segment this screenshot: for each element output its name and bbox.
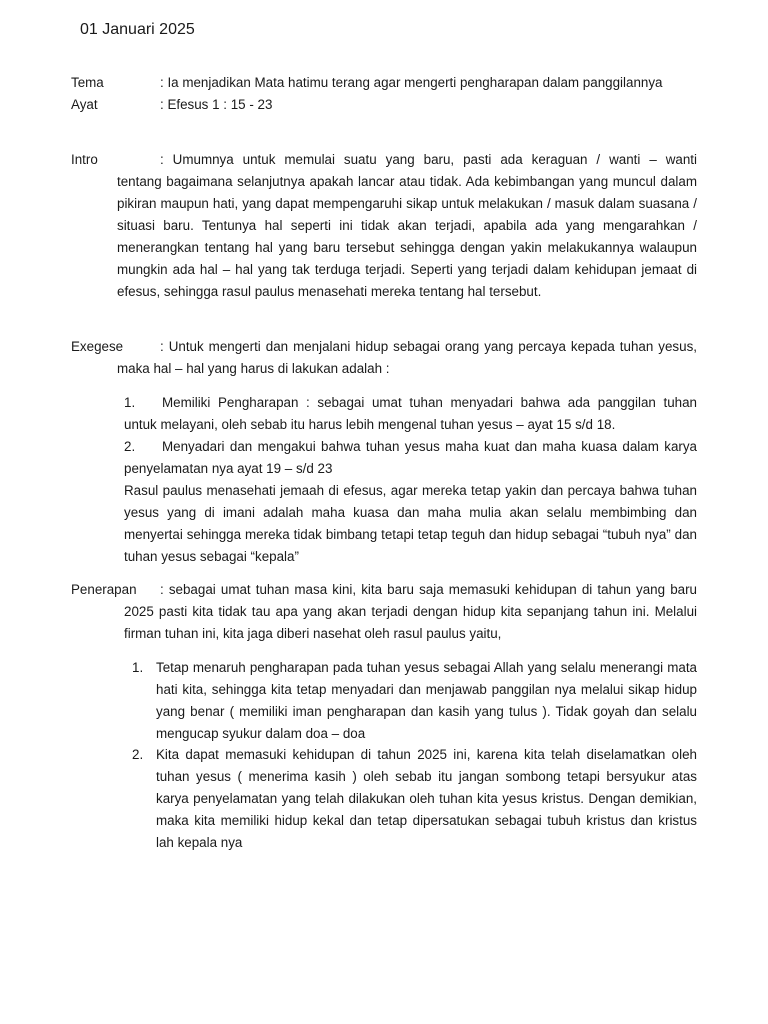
list-item-rest: untuk melayani, oleh sebab itu harus lebih mengenal tuhan yesus – ayat 15 s/d 18. [124,417,616,432]
exegese-intro-rest: maka hal – hal yang harus di lakukan adalah : [117,361,390,376]
list-item-number: 1. [124,395,136,410]
intro-paragraph: tentang bagaimana selanjutnya apakah lancar atau tidak. Ada kebimbangan yang muncul dalam pikiran maupun hati, yang dapat mempengaruhi sikap untuk melakukan / masuk dalam suasana / situasi baru. Tentunya hal seperti ini tidak akan terjadi, apabila ada yang mengarahkan / menerangkan tentang hal yang baru tersebut sehingga dengan yakin melakukannya walaupun mungkin ada hal – hal yang tak terduga terjadi. Seperti yang terjadi dalam kehidupan jemaat di efesus, sehingga rasul paulus menasehati mereka tentang hal tersebut. [117,174,697,299]
penerapan-first-line: : sebagai umat tuhan masa kini, kita baru saja memasuki kehidupan di tahun yang baru [160,582,697,597]
list-item-first-line: Menyadari dan mengakui bahwa tuhan yesus maha kuat dan maha kuasa dalam karya [162,439,697,454]
document-date: 01 Januari 2025 [80,21,195,38]
list-item-rest: penyelamatan nya ayat 19 – s/d 23 [124,461,333,476]
list-item-number: 2. [124,439,136,454]
penerapan-paragraph: 2025 pasti kita tidak tau apa yang akan terjadi dengan hidup kita sepanjang tahun ini. Melalui firman tuhan ini, kita jaga diberi nasehat oleh rasul paulus yaitu, [124,604,697,641]
exegese-label: Exegese [71,339,124,354]
list-item-number: 2. [132,747,144,762]
intro-label: Intro [71,152,98,167]
tema-value: : Ia menjadikan Mata hatimu terang agar mengerti pengharapan dalam panggilannya [160,75,663,90]
penerapan-label: Penerapan [71,582,137,597]
list-item: Tetap menaruh pengharapan pada tuhan yesus sebagai Allah yang selalu menerangi mata hati kita, sehingga kita tetap menyadari dan menjawab panggilan nya melalui sikap hidup yang benar ( memiliki iman pengharapan dan kasih yang tulus ). Tidak goyah dan selalu mengucap syukur dalam doa – doa [156,660,697,741]
list-item-first-line: Memiliki Pengharapan : sebagai umat tuhan menyadari bahwa ada panggilan tuhan [162,395,697,410]
list-item: Kita dapat memasuki kehidupan di tahun 2025 ini, karena kita telah diselamatkan oleh tuhan yesus ( menerima kasih ) oleh sebab itu jangan sombong tetapi bersyukur atas karya penyelamatan yang telah dilakukan oleh tuhan kita yesus kristus. Dengan demikian, maka kita memiliki hidup kekal dan tetap dipersatukan sebagai tubuh kristus dan kristus lah kepala nya [156,747,697,850]
exegese-first-line: : Untuk mengerti dan menjalani hidup sebagai orang yang percaya kepada tuhan yesus, [160,339,697,354]
tema-label: Tema [71,75,104,90]
list-item [124,392,697,414]
ayat-label: Ayat [71,97,98,112]
exegese-paragraph: Rasul paulus menasehati jemaah di efesus, agar mereka tetap yakin dan percaya bahwa tuhan yesus yang di imani adalah maha kuasa dan maha mulia akan selalu membimbing dan menyertai sehingga mereka tidak bimbang tetapi tetap teguh dan hidup sebagai “tubuh nya” dan tuhan yesus sebagai “kepala” [124,483,697,564]
intro-first-line: : Umumnya untuk memulai suatu yang baru, pasti ada keraguan / wanti – wanti [160,152,697,167]
ayat-value: : Efesus 1 : 15 - 23 [160,97,273,112]
list-item [124,436,697,458]
list-item-number: 1. [132,660,144,675]
